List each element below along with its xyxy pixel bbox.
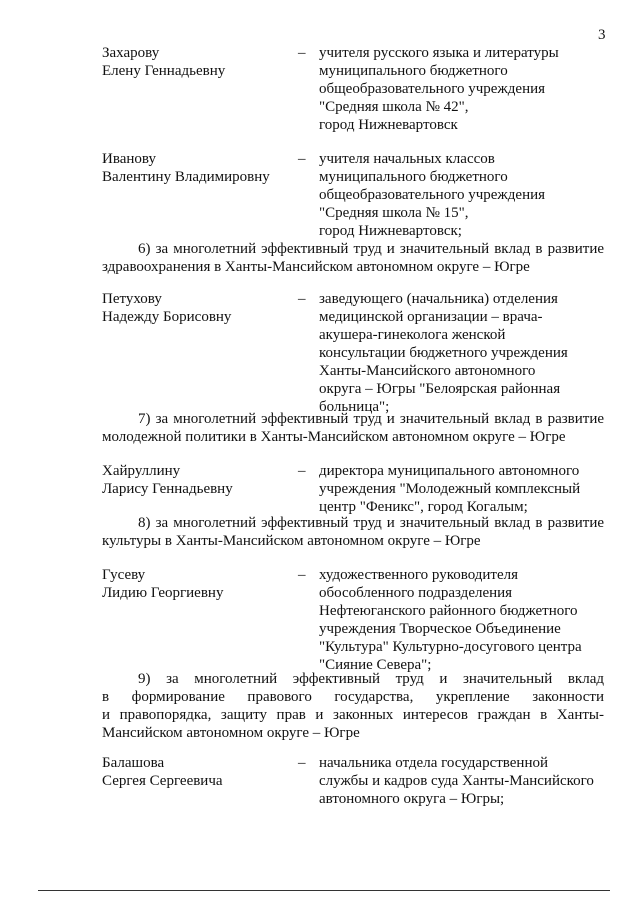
dash: – (298, 45, 306, 61)
paragraph-line: в формирование правового государства, укрепление законности (102, 689, 604, 705)
position-line: директора муниципального автономного (319, 463, 580, 479)
name-line: Надежду Борисовну (102, 309, 232, 325)
position-line: учреждения "Молодежный комплексный (319, 481, 581, 497)
dash: – (298, 151, 306, 167)
position-line: учителя русского языка и литературы (319, 45, 559, 61)
award-category-paragraph (102, 670, 604, 742)
name-line: Сергея Сергеевича (102, 773, 223, 789)
position-line: начальника отдела государственной (319, 755, 549, 771)
paragraph-line: молодежной политики в Ханты-Мансийском автономном округе – Югре (102, 429, 566, 445)
person-position (319, 754, 609, 808)
dash: – (298, 291, 306, 307)
position-line: больница"; (319, 399, 390, 415)
position-line: общеобразовательного учреждения (319, 81, 546, 97)
position-line: общеобразовательного учреждения (319, 187, 546, 203)
person-name (102, 754, 282, 790)
paragraph-line: здравоохранения в Ханты-Мансийском автономном округе – Югре (102, 259, 530, 275)
position-line: "Средняя школа № 42", (319, 99, 469, 115)
name-line: Ларису Геннадьевну (102, 481, 233, 497)
paragraph-line: 6) за многолетний эффективный труд и значительный вклад в развитие (138, 241, 604, 257)
award-category-paragraph (102, 410, 604, 446)
award-category-paragraph (102, 240, 604, 276)
name-line: Петухову (102, 291, 162, 307)
paragraph-line: и правопорядка, защиту прав и законных интересов граждан в Ханты- (102, 707, 604, 723)
name-line: Балашова (102, 755, 165, 771)
footer-rule (38, 890, 610, 891)
person-name (102, 290, 282, 326)
name-line: Захарову (102, 45, 160, 61)
paragraph-line: 7) за многолетний эффективный труд и значительный вклад в развитие (138, 411, 604, 427)
name-line: Гусеву (102, 567, 146, 583)
position-line: округа – Югры "Белоярская районная (319, 381, 561, 397)
position-line: муниципального бюджетного (319, 169, 508, 185)
position-line: акушера-гинеколога женской (319, 327, 506, 343)
name-line: Валентину Владимировну (102, 169, 270, 185)
position-line: "Культура" Культурно-досугового центра (319, 639, 582, 655)
dash: – (298, 755, 306, 771)
position-line: учреждения Творческое Объединение (319, 621, 561, 637)
award-category-paragraph (102, 514, 604, 550)
name-line: Иванову (102, 151, 156, 167)
position-line: "Сияние Севера"; (319, 657, 432, 673)
name-line: Елену Геннадьевну (102, 63, 226, 79)
position-line: муниципального бюджетного (319, 63, 508, 79)
person-position (319, 462, 609, 516)
person-position (319, 566, 609, 674)
position-line: учителя начальных классов (319, 151, 495, 167)
paragraph-line: культуры в Ханты-Мансийском автономном округе – Югре (102, 533, 481, 549)
position-line: обособленного подразделения (319, 585, 513, 601)
position-line: автономного округа – Югры; (319, 791, 505, 807)
position-line: город Нижневартовск (319, 117, 458, 133)
position-line: консультации бюджетного учреждения (319, 345, 568, 361)
position-line: Нефтеюганского районного бюджетного (319, 603, 578, 619)
person-position (319, 44, 609, 134)
position-line: службы и кадров суда Ханты-Мансийского (319, 773, 594, 789)
position-line: центр "Феникс", город Когалым; (319, 499, 528, 515)
person-position (319, 150, 609, 240)
dash: – (298, 567, 306, 583)
name-line: Лидию Георгиевну (102, 585, 224, 601)
person-name (102, 462, 282, 498)
dash: – (298, 463, 306, 479)
person-name (102, 150, 282, 186)
paragraph-line: 9) за многолетний эффективный труд и значительный вклад (138, 671, 604, 687)
person-name (102, 44, 282, 80)
paragraph-line: 8) за многолетний эффективный труд и значительный вклад в развитие (138, 515, 604, 531)
person-name (102, 566, 282, 602)
name-line: Хайруллину (102, 463, 181, 479)
position-line: художественного руководителя (319, 567, 519, 583)
position-line: заведующего (начальника) отделения (319, 291, 558, 307)
position-line: Ханты-Мансийского автономного (319, 363, 536, 379)
page-number: 3 (598, 27, 606, 43)
position-line: медицинской организации – врача- (319, 309, 543, 325)
position-line: "Средняя школа № 15", (319, 205, 469, 221)
position-line: город Нижневартовск; (319, 223, 462, 239)
paragraph-line: Мансийском автономном округе – Югре (102, 725, 360, 741)
person-position (319, 290, 609, 416)
